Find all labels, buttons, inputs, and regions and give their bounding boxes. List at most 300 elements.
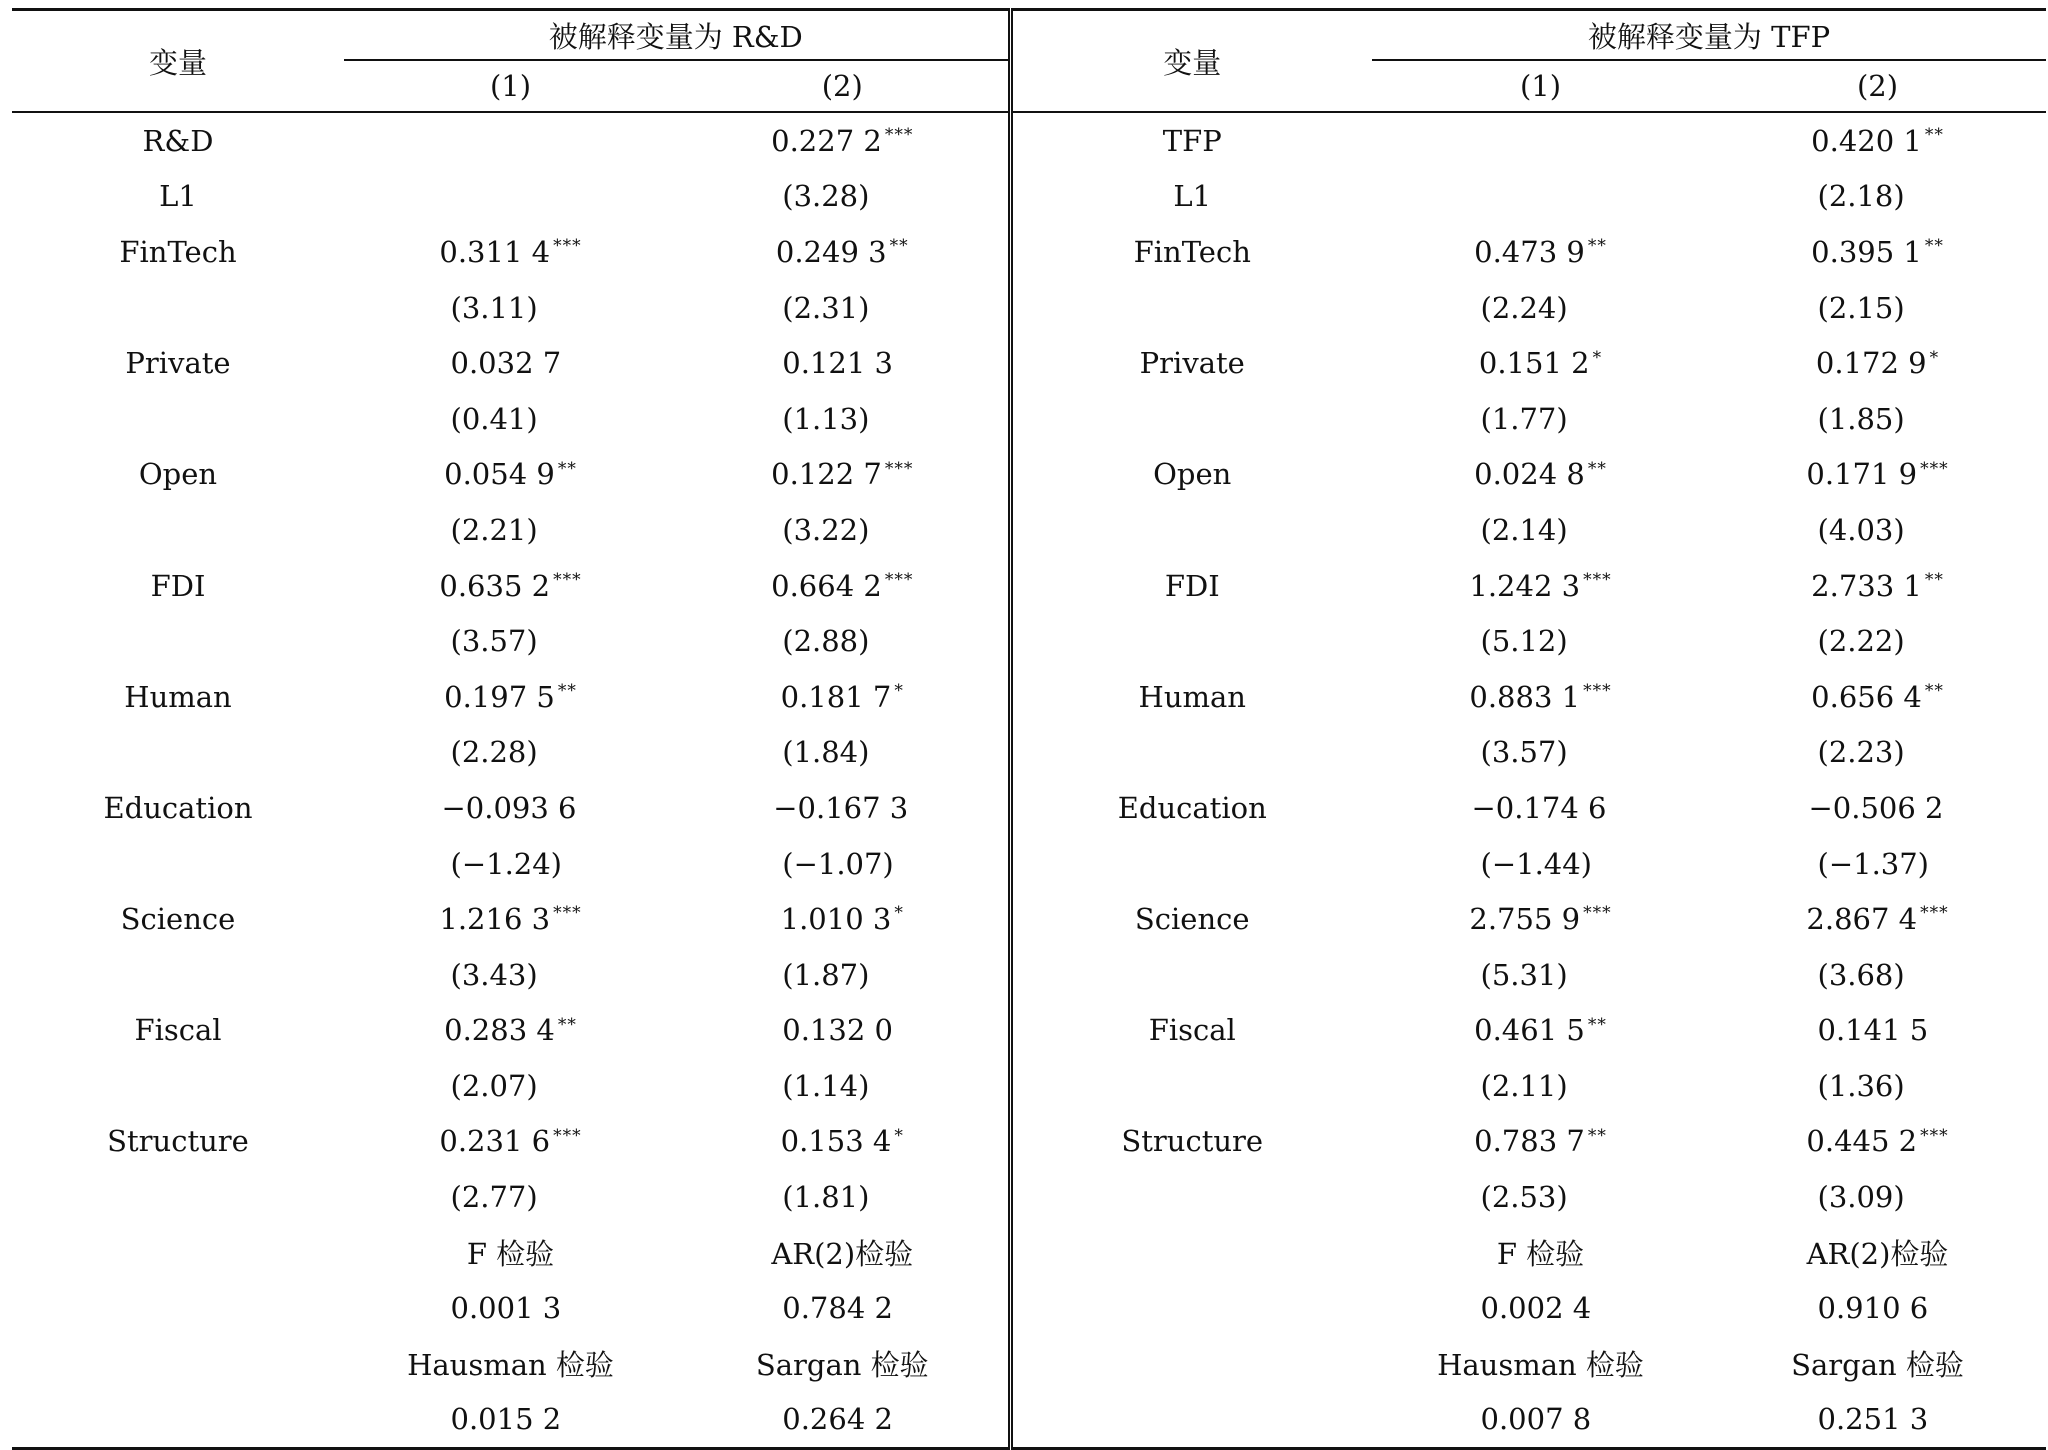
- coefficient-text: (2.31): [782, 290, 870, 325]
- coefficient-text: 0.251 3: [1817, 1402, 1929, 1437]
- left-variable-name: [12, 112, 344, 169]
- cell-value: [451, 346, 571, 380]
- cell-value: [1818, 1291, 1938, 1325]
- cell-value: [451, 513, 571, 547]
- left-model1-cell: [344, 280, 677, 336]
- cell-value: [1481, 124, 1601, 158]
- table-row: [12, 169, 2046, 225]
- cell-value: [1806, 902, 1948, 936]
- significance-stars: *: [894, 1125, 904, 1146]
- cell-value: [782, 1069, 902, 1103]
- coefficient-text: (−1.07): [782, 846, 894, 881]
- coefficient-text: 0.461 5: [1474, 1013, 1585, 1048]
- table-row: [12, 1280, 2046, 1336]
- table-row: [12, 502, 2046, 558]
- coefficient-text: (2.18): [1817, 179, 1905, 214]
- right-model2-cell: [1709, 1003, 2046, 1059]
- significance-stars: *: [894, 681, 904, 702]
- right-model2-cell: [1709, 947, 2046, 1003]
- left-model2-cell: [677, 558, 1010, 614]
- coefficient-text: 0.664 2: [771, 568, 882, 603]
- coefficient-text: (2.14): [1480, 512, 1568, 547]
- left-model1-cell: [344, 558, 677, 614]
- right-model1-cell: [1372, 1392, 1709, 1449]
- coefficient-text: (−1.37): [1817, 846, 1929, 881]
- cell-value: [771, 569, 913, 603]
- left-model2-cell: [677, 1225, 1010, 1281]
- left-model2-cell: [677, 224, 1010, 280]
- coefficient-text: (3.68): [1817, 957, 1905, 992]
- coefficient-text: 0.283 4: [444, 1013, 555, 1048]
- cell-value: [1818, 1013, 1938, 1047]
- cell-value: [1469, 569, 1611, 603]
- cell-value: [1481, 1291, 1601, 1325]
- right-model1-cell: [1372, 1169, 1709, 1225]
- significance-stars: **: [889, 236, 909, 257]
- significance-stars: ***: [1920, 903, 1949, 924]
- coefficient-text: 0.910 6: [1817, 1291, 1929, 1326]
- coefficient-text: (1.87): [782, 957, 870, 992]
- table-row: [12, 335, 2046, 391]
- coefficient-text: 0.264 2: [782, 1402, 893, 1437]
- right-model2-cell: [1709, 725, 2046, 781]
- variable-label: FinTech: [1133, 234, 1251, 269]
- cell-value: [782, 847, 902, 881]
- right-model2-cell: [1709, 1058, 2046, 1114]
- coefficient-text: (3.57): [450, 624, 538, 659]
- left-model2-cell: [677, 502, 1010, 558]
- right-model2-cell: [1709, 1225, 2046, 1281]
- right-model1-cell: [1372, 780, 1709, 836]
- variable-label: FDI: [1164, 568, 1220, 603]
- left-model2-cell: [677, 1280, 1010, 1336]
- right-variable-name: [1010, 391, 1372, 447]
- coefficient-text: (1.81): [782, 1180, 870, 1215]
- left-col1-header: (1): [344, 60, 677, 112]
- variable-label: Open: [138, 457, 218, 492]
- coefficient-text: (3.22): [782, 512, 870, 547]
- cell-value: [451, 402, 571, 436]
- coefficient-text: 0.153 4: [780, 1124, 892, 1159]
- cell-value: [439, 235, 581, 269]
- right-model1-cell: [1372, 669, 1709, 725]
- table-row: [12, 1225, 2046, 1281]
- cell-value: [451, 1291, 571, 1325]
- left-model1-cell: [344, 1225, 677, 1281]
- significance-stars: **: [1587, 458, 1607, 479]
- cell-value: [1481, 958, 1601, 992]
- left-model2-cell: [677, 391, 1010, 447]
- right-variable-name: [1010, 169, 1372, 225]
- right-variable-name: [1010, 447, 1372, 503]
- significance-stars: ***: [1920, 458, 1949, 479]
- cell-value: [451, 1402, 571, 1436]
- right-model1-cell: [1372, 891, 1709, 947]
- right-model1-cell: [1372, 112, 1709, 169]
- regression-table: [12, 8, 2046, 1450]
- right-model2-cell: [1709, 112, 2046, 169]
- table-row: [12, 1058, 2046, 1114]
- left-model1-cell: [344, 391, 677, 447]
- significance-stars: **: [557, 458, 577, 479]
- table-row: [12, 391, 2046, 447]
- right-variable-name: [1010, 891, 1372, 947]
- left-variable-name: [12, 1058, 344, 1114]
- coefficient-text: 0.635 2: [439, 568, 551, 603]
- coefficient-text: (5.12): [1480, 624, 1568, 659]
- right-col1-header: (1): [1372, 60, 1709, 112]
- left-model1-cell: [344, 1114, 677, 1170]
- right-model2-cell: [1709, 335, 2046, 391]
- significance-stars: ***: [1583, 681, 1612, 702]
- variable-label: FinTech: [119, 234, 237, 269]
- cell-value: [1481, 291, 1601, 325]
- significance-stars: ***: [884, 125, 914, 146]
- right-variable-name: [1010, 613, 1372, 669]
- right-variable-name: [1010, 1003, 1372, 1059]
- right-variable-name: [1010, 502, 1372, 558]
- coefficient-text: (5.31): [1480, 957, 1568, 992]
- table-row: [12, 836, 2046, 892]
- cell-value: [1481, 402, 1601, 436]
- right-variable-name: [1010, 725, 1372, 781]
- cell-value: [782, 1013, 902, 1047]
- variable-label: L1: [159, 179, 197, 214]
- right-variable-name: [1010, 780, 1372, 836]
- coefficient-text: 0.883 1: [1469, 679, 1581, 714]
- coefficient-text: 0.249 3: [775, 234, 887, 269]
- cell-value: [1479, 346, 1602, 380]
- variable-label: Structure: [1121, 1124, 1264, 1159]
- cell-value: [444, 680, 577, 714]
- cell-value: [1469, 680, 1611, 714]
- significance-stars: *: [1929, 347, 1940, 368]
- coefficient-text: (3.57): [1480, 735, 1568, 770]
- variable-label: Science: [1134, 902, 1250, 937]
- right-variable-name: [1010, 1280, 1372, 1336]
- cell-value: [1818, 958, 1938, 992]
- coefficient-text: (−1.44): [1480, 846, 1592, 881]
- left-model1-cell: [344, 891, 677, 947]
- right-var-header: 变量: [1010, 10, 1372, 113]
- left-variable-name: [12, 1225, 344, 1281]
- left-variable-name: [12, 447, 344, 503]
- coefficient-text: 0.231 6: [439, 1124, 551, 1159]
- right-model1-cell: [1372, 335, 1709, 391]
- table-row: [12, 447, 2046, 503]
- coefficient-text: (−1.24): [450, 846, 562, 881]
- left-variable-name: [12, 891, 344, 947]
- right-model2-cell: [1709, 391, 2046, 447]
- cell-value: [451, 1180, 571, 1214]
- coefficient-text: (1.14): [782, 1068, 870, 1103]
- right-model2-cell: [1709, 1169, 2046, 1225]
- variable-label: FDI: [150, 568, 206, 603]
- left-model2-cell: [677, 669, 1010, 725]
- cell-value: [451, 291, 571, 325]
- left-dependent-title: 被解释变量为 R&D: [344, 10, 1010, 61]
- variable-label: Open: [1153, 457, 1232, 492]
- cell-value: [451, 958, 571, 992]
- test-label: F 检验: [466, 1237, 555, 1272]
- left-model1-cell: [344, 613, 677, 669]
- variable-label: Structure: [107, 1124, 249, 1159]
- cell-value: [781, 1124, 904, 1158]
- left-model1-cell: [344, 112, 677, 169]
- cell-value: [1818, 291, 1938, 325]
- cell-value: [451, 1069, 571, 1103]
- right-variable-name: [1010, 836, 1372, 892]
- significance-stars: ***: [1920, 1125, 1949, 1146]
- table-row: [12, 112, 2046, 169]
- variable-label: L1: [1173, 179, 1212, 214]
- cell-value: [1481, 513, 1601, 547]
- coefficient-text: 0.197 5: [444, 679, 555, 714]
- coefficient-text: 0.784 2: [782, 1291, 893, 1326]
- table-row: [12, 1114, 2046, 1170]
- coefficient-text: −0.174 6: [1471, 790, 1607, 825]
- cell-value: [782, 1402, 902, 1436]
- cell-value: [1818, 1402, 1938, 1436]
- cell-value: [1474, 1013, 1607, 1047]
- coefficient-text: (2.23): [1817, 735, 1905, 770]
- coefficient-text: (3.09): [1817, 1180, 1905, 1215]
- table-row: [12, 780, 2046, 836]
- left-model2-cell: [677, 112, 1010, 169]
- coefficient-text: 0.171 9: [1806, 457, 1918, 492]
- coefficient-text: 0.227 2: [771, 123, 882, 158]
- test-label: Sargan 检验: [1791, 1348, 1964, 1383]
- cell-value: [1818, 1069, 1938, 1103]
- cell-value: [451, 735, 571, 769]
- significance-stars: **: [1924, 125, 1944, 146]
- left-model1-cell: [344, 669, 677, 725]
- significance-stars: **: [557, 681, 577, 702]
- test-label: F 检验: [1496, 1237, 1585, 1272]
- right-model1-cell: [1372, 280, 1709, 336]
- coefficient-text: 0.007 8: [1480, 1402, 1592, 1437]
- coefficient-text: (1.77): [1480, 401, 1568, 436]
- cell-value: [1818, 513, 1938, 547]
- variable-label: Human: [1138, 679, 1246, 714]
- right-dependent-title: 被解释变量为 TFP: [1372, 10, 2046, 61]
- cell-value: [444, 457, 577, 491]
- right-model1-cell: [1372, 1280, 1709, 1336]
- significance-stars: *: [894, 903, 904, 924]
- cell-value: [451, 847, 571, 881]
- cell-value: [439, 1124, 581, 1158]
- left-model2-cell: [677, 169, 1010, 225]
- cell-value: [771, 124, 913, 158]
- coefficient-text: 0.122 7: [771, 457, 882, 492]
- coefficient-text: (1.85): [1817, 401, 1905, 436]
- left-model2-cell: [677, 447, 1010, 503]
- variable-label: Science: [120, 902, 236, 937]
- variable-label: Education: [1117, 790, 1267, 825]
- left-variable-name: [12, 169, 344, 225]
- coefficient-text: 0.054 9: [444, 457, 555, 492]
- left-model1-cell: [344, 1392, 677, 1449]
- right-model2-cell: [1709, 1336, 2046, 1392]
- left-model2-cell: [677, 335, 1010, 391]
- significance-stars: **: [1924, 236, 1944, 257]
- left-variable-name: [12, 391, 344, 447]
- cell-value: [451, 624, 571, 658]
- left-model1-cell: [344, 335, 677, 391]
- cell-value: [1481, 1069, 1601, 1103]
- left-model1-cell: [344, 780, 677, 836]
- coefficient-text: (3.43): [450, 957, 538, 992]
- left-col2-header: (2): [677, 60, 1010, 112]
- right-variable-name: [1010, 558, 1372, 614]
- coefficient-text: 1.216 3: [439, 902, 551, 937]
- significance-stars: **: [1587, 236, 1607, 257]
- right-variable-name: [1010, 669, 1372, 725]
- left-variable-name: [12, 1114, 344, 1170]
- table-row: [12, 280, 2046, 336]
- coefficient-text: 0.473 9: [1474, 234, 1585, 269]
- cell-value: [773, 791, 911, 825]
- left-variable-name: [12, 1003, 344, 1059]
- cell-value: [1811, 569, 1944, 603]
- coefficient-text: 2.755 9: [1469, 902, 1581, 937]
- cell-value: [1811, 124, 1944, 158]
- test-label: Hausman 检验: [407, 1348, 614, 1383]
- cell-value: [1818, 847, 1938, 881]
- coefficient-text: 0.132 0: [782, 1013, 893, 1048]
- variable-label: Education: [103, 790, 253, 825]
- left-model1-cell: [344, 1169, 677, 1225]
- left-model1-cell: [344, 1336, 677, 1392]
- coefficient-text: 0.002 4: [1480, 1291, 1592, 1326]
- table-row: [12, 947, 2046, 1003]
- left-model2-cell: [677, 613, 1010, 669]
- table-row: [12, 558, 2046, 614]
- cell-value: [442, 791, 580, 825]
- coefficient-text: −0.506 2: [1808, 790, 1944, 825]
- coefficient-text: (2.28): [450, 735, 538, 770]
- cell-value: [1818, 735, 1938, 769]
- right-model1-cell: [1372, 224, 1709, 280]
- variable-label: TFP: [1162, 123, 1222, 158]
- test-label: Hausman 检验: [1437, 1348, 1644, 1383]
- left-model2-cell: [677, 1169, 1010, 1225]
- coefficient-text: (2.24): [1480, 290, 1568, 325]
- left-variable-name: [12, 280, 344, 336]
- cell-value: [451, 124, 571, 158]
- left-variable-name: [12, 725, 344, 781]
- cell-value: [782, 1291, 902, 1325]
- cell-value: [781, 902, 904, 936]
- left-model2-cell: [677, 1336, 1010, 1392]
- coefficient-text: 0.121 3: [782, 346, 893, 381]
- right-model1-cell: [1372, 613, 1709, 669]
- cell-value: [782, 179, 902, 213]
- left-model1-cell: [344, 1058, 677, 1114]
- left-model2-cell: [677, 947, 1010, 1003]
- cell-value: [1809, 791, 1947, 825]
- coefficient-text: −0.093 6: [441, 790, 577, 825]
- right-model1-cell: [1372, 836, 1709, 892]
- left-variable-name: [12, 558, 344, 614]
- right-variable-name: [1010, 1392, 1372, 1449]
- left-model1-cell: [344, 502, 677, 558]
- right-model2-cell: [1709, 891, 2046, 947]
- coefficient-text: (2.88): [782, 624, 870, 659]
- coefficient-text: 0.311 4: [439, 234, 551, 269]
- test-label: Sargan 检验: [755, 1348, 929, 1383]
- cell-value: [444, 1013, 577, 1047]
- left-variable-name: [12, 947, 344, 1003]
- coefficient-text: 0.395 1: [1811, 234, 1922, 269]
- cell-value: [782, 513, 902, 547]
- cell-value: [1481, 1402, 1601, 1436]
- coefficient-text: (2.21): [450, 512, 538, 547]
- coefficient-text: (3.28): [782, 179, 870, 214]
- significance-stars: ***: [884, 569, 914, 590]
- table-row: [12, 1336, 2046, 1392]
- right-model2-cell: [1709, 1392, 2046, 1449]
- right-model2-cell: [1709, 558, 2046, 614]
- variable-label: Human: [124, 679, 232, 714]
- significance-stars: **: [1587, 1014, 1607, 1035]
- coefficient-text: (0.41): [450, 401, 538, 436]
- right-variable-name: [1010, 335, 1372, 391]
- table-row: [12, 725, 2046, 781]
- left-variable-name: [12, 1392, 344, 1449]
- right-model2-cell: [1709, 224, 2046, 280]
- coefficient-text: (2.22): [1817, 624, 1905, 659]
- left-model2-cell: [677, 836, 1010, 892]
- significance-stars: ***: [1583, 569, 1612, 590]
- cell-value: [782, 624, 902, 658]
- cell-value: [782, 346, 902, 380]
- cell-value: [1469, 902, 1611, 936]
- cell-value: [1474, 1124, 1607, 1158]
- coefficient-text: (1.36): [1817, 1068, 1905, 1103]
- coefficient-text: (2.15): [1817, 290, 1905, 325]
- right-model2-cell: [1709, 502, 2046, 558]
- significance-stars: ***: [553, 903, 582, 924]
- left-variable-name: [12, 224, 344, 280]
- coefficient-text: 0.420 1: [1811, 123, 1922, 158]
- variable-label: Private: [1139, 346, 1245, 381]
- left-var-header: 变量: [12, 10, 344, 113]
- table-row: [12, 613, 2046, 669]
- cell-value: [1481, 847, 1601, 881]
- cell-value: [782, 958, 902, 992]
- cell-value: [771, 457, 913, 491]
- cell-value: [1818, 402, 1938, 436]
- coefficient-text: (4.03): [1817, 512, 1905, 547]
- right-variable-name: [1010, 1336, 1372, 1392]
- left-variable-name: [12, 780, 344, 836]
- right-variable-name: [1010, 1169, 1372, 1225]
- left-variable-name: [12, 613, 344, 669]
- variable-label: Fiscal: [134, 1013, 222, 1048]
- right-model1-cell: [1372, 947, 1709, 1003]
- coefficient-text: 0.656 4: [1811, 679, 1922, 714]
- cell-value: [1474, 235, 1607, 269]
- left-model1-cell: [344, 947, 677, 1003]
- right-model1-cell: [1372, 1003, 1709, 1059]
- right-model1-cell: [1372, 725, 1709, 781]
- left-model1-cell: [344, 725, 677, 781]
- coefficient-text: 0.141 5: [1817, 1013, 1929, 1048]
- right-variable-name: [1010, 1225, 1372, 1281]
- right-model1-cell: [1372, 502, 1709, 558]
- significance-stars: ***: [884, 458, 914, 479]
